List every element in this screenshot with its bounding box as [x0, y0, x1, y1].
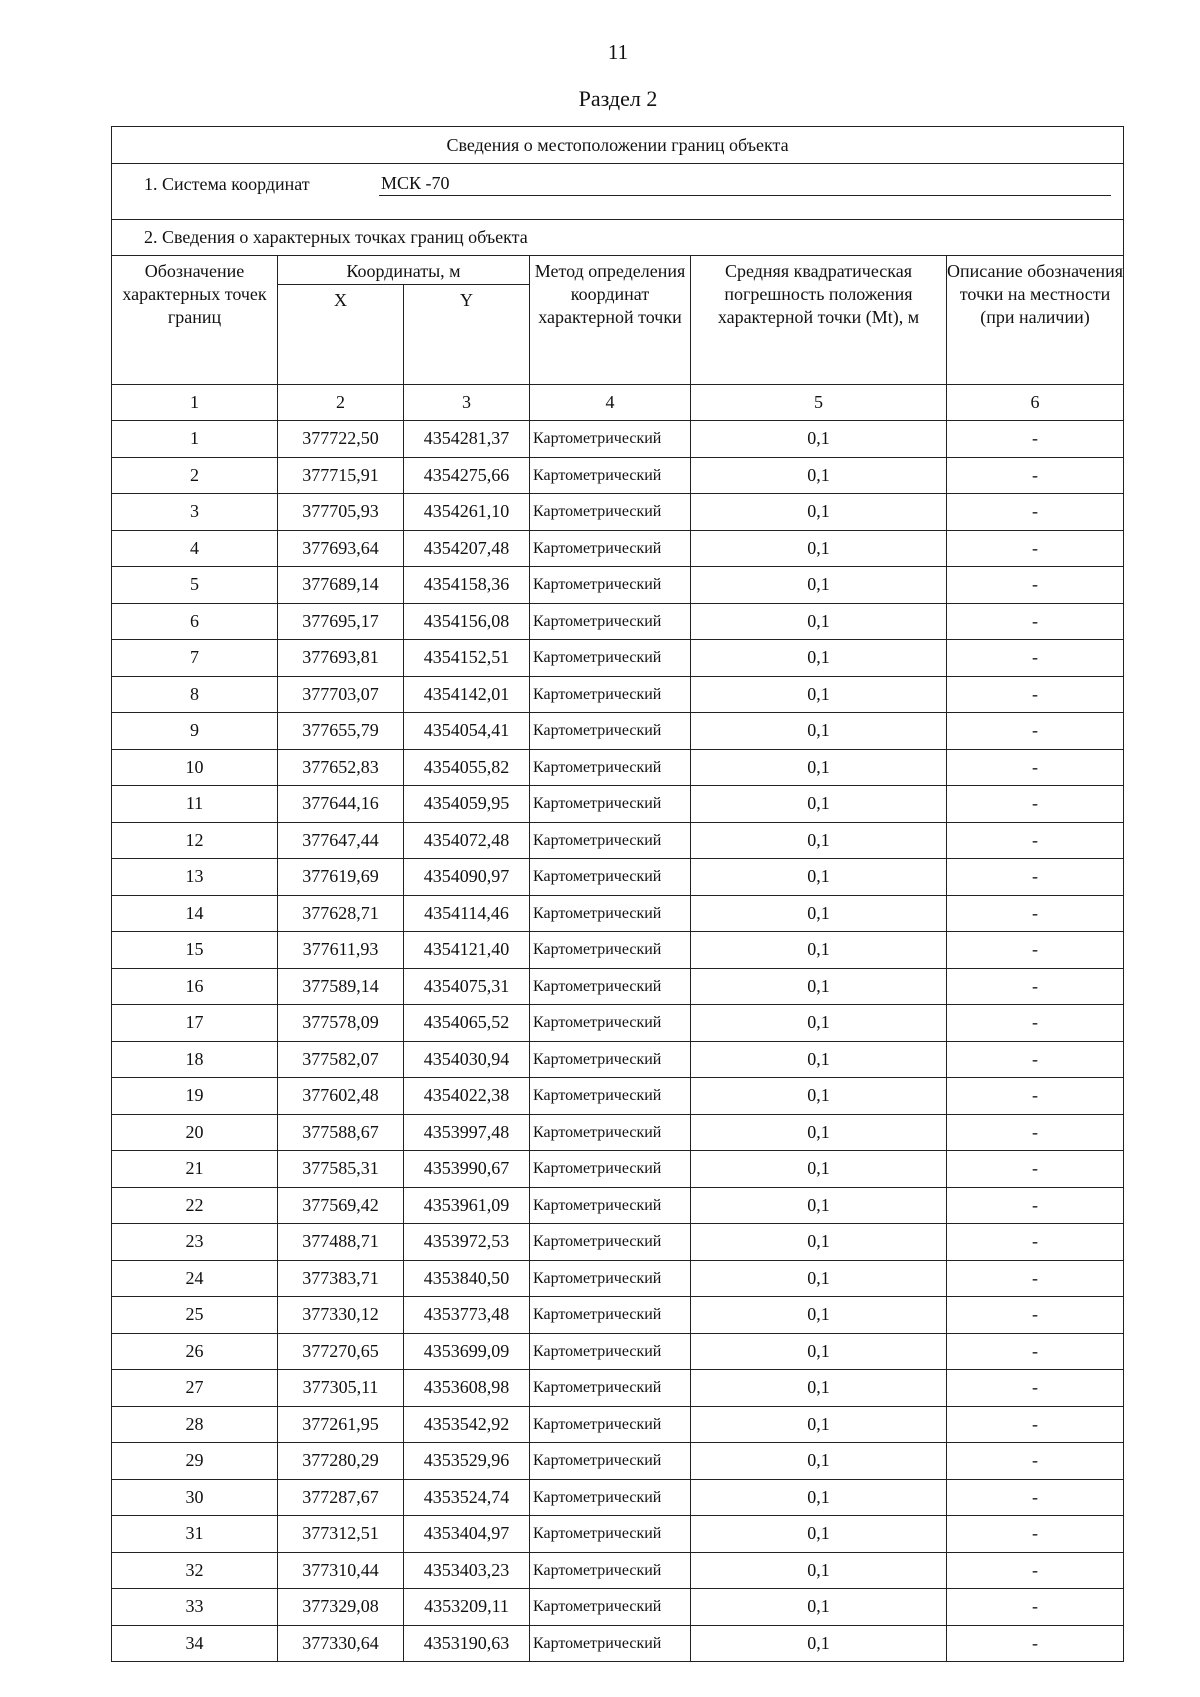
error-cell: 0,1 [691, 1333, 947, 1370]
point-id-cell: 34 [112, 1625, 278, 1662]
point-id-cell: 2 [112, 457, 278, 494]
table-row [112, 1005, 1124, 1042]
table-row [112, 713, 1124, 750]
y-coordinate-cell: 4353608,98 [404, 1370, 530, 1407]
x-coordinate-cell: 377602,48 [278, 1078, 404, 1115]
point-id-cell: 31 [112, 1516, 278, 1553]
description-cell: - [947, 822, 1124, 859]
method-cell: Картометрический [530, 1333, 691, 1370]
error-cell: 0,1 [691, 932, 947, 969]
error-cell: 0,1 [691, 968, 947, 1005]
error-cell: 0,1 [691, 1224, 947, 1261]
description-cell: - [947, 1552, 1124, 1589]
column-number: 4 [530, 385, 691, 421]
error-cell: 0,1 [691, 1151, 947, 1188]
error-cell: 0,1 [691, 1078, 947, 1115]
description-cell: - [947, 1224, 1124, 1261]
point-id-cell: 27 [112, 1370, 278, 1407]
section-title: Раздел 2 [578, 86, 658, 111]
error-cell: 0,1 [691, 603, 947, 640]
method-cell: Картометрический [530, 822, 691, 859]
column-number: 2 [278, 385, 404, 421]
method-cell: Картометрический [530, 676, 691, 713]
error-cell: 0,1 [691, 1406, 947, 1443]
table-row [112, 676, 1124, 713]
y-coordinate-cell: 4354156,08 [404, 603, 530, 640]
point-id-cell: 19 [112, 1078, 278, 1115]
point-id-cell: 18 [112, 1041, 278, 1078]
error-cell: 0,1 [691, 640, 947, 677]
y-coordinate-cell: 4354022,38 [404, 1078, 530, 1115]
point-id-cell: 23 [112, 1224, 278, 1261]
description-cell: - [947, 1370, 1124, 1407]
y-coordinate-cell: 4353961,09 [404, 1187, 530, 1224]
y-coordinate-cell: 4354090,97 [404, 859, 530, 896]
header-point-id: Обозначение характерных точек границ [112, 256, 278, 385]
y-coordinate-cell: 4353542,92 [404, 1406, 530, 1443]
x-coordinate-cell: 377655,79 [278, 713, 404, 750]
x-coordinate-cell: 377569,42 [278, 1187, 404, 1224]
point-id-cell: 14 [112, 895, 278, 932]
x-coordinate-cell: 377644,16 [278, 786, 404, 823]
description-cell: - [947, 1479, 1124, 1516]
error-cell: 0,1 [691, 713, 947, 750]
method-cell: Картометрический [530, 1078, 691, 1115]
x-coordinate-cell: 377312,51 [278, 1516, 404, 1553]
y-coordinate-cell: 4354055,82 [404, 749, 530, 786]
description-cell: - [947, 1443, 1124, 1480]
y-coordinate-cell: 4353840,50 [404, 1260, 530, 1297]
y-coordinate-cell: 4354281,37 [404, 421, 530, 458]
table-row [112, 1479, 1124, 1516]
method-cell: Картометрический [530, 1589, 691, 1626]
x-coordinate-cell: 377693,81 [278, 640, 404, 677]
y-coordinate-cell: 4353403,23 [404, 1552, 530, 1589]
method-cell: Картометрический [530, 1297, 691, 1334]
table-row [112, 1516, 1124, 1553]
x-coordinate-cell: 377589,14 [278, 968, 404, 1005]
table-row [112, 749, 1124, 786]
table-row [112, 603, 1124, 640]
description-cell: - [947, 859, 1124, 896]
error-cell: 0,1 [691, 859, 947, 896]
x-coordinate-cell: 377652,83 [278, 749, 404, 786]
point-id-cell: 29 [112, 1443, 278, 1480]
coordinate-system-value: МСК -70 [379, 172, 1111, 196]
method-cell: Картометрический [530, 530, 691, 567]
description-cell: - [947, 1041, 1124, 1078]
method-cell: Картометрический [530, 494, 691, 531]
point-id-cell: 5 [112, 567, 278, 604]
description-cell: - [947, 786, 1124, 823]
error-cell: 0,1 [691, 786, 947, 823]
x-coordinate-cell: 377689,14 [278, 567, 404, 604]
error-cell: 0,1 [691, 1297, 947, 1334]
x-coordinate-cell: 377611,93 [278, 932, 404, 969]
table-row [112, 494, 1124, 531]
method-cell: Картометрический [530, 1224, 691, 1261]
method-cell: Картометрический [530, 1005, 691, 1042]
y-coordinate-cell: 4353997,48 [404, 1114, 530, 1151]
method-cell: Картометрический [530, 1443, 691, 1480]
method-cell: Картометрический [530, 968, 691, 1005]
description-cell: - [947, 1005, 1124, 1042]
point-id-cell: 16 [112, 968, 278, 1005]
method-cell: Картометрический [530, 603, 691, 640]
x-coordinate-cell: 377270,65 [278, 1333, 404, 1370]
table-row [112, 1443, 1124, 1480]
method-cell: Картометрический [530, 1114, 691, 1151]
method-cell: Картометрический [530, 1479, 691, 1516]
y-coordinate-cell: 4353529,96 [404, 1443, 530, 1480]
table-row [112, 1224, 1124, 1261]
description-cell: - [947, 1078, 1124, 1115]
description-cell: - [947, 1114, 1124, 1151]
error-cell: 0,1 [691, 1443, 947, 1480]
point-id-cell: 15 [112, 932, 278, 969]
method-cell: Картометрический [530, 1151, 691, 1188]
y-coordinate-cell: 4354158,36 [404, 567, 530, 604]
table-row [112, 530, 1124, 567]
y-coordinate-cell: 4354075,31 [404, 968, 530, 1005]
y-coordinate-cell: 4354261,10 [404, 494, 530, 531]
method-cell: Картометрический [530, 713, 691, 750]
error-cell: 0,1 [691, 1516, 947, 1553]
description-cell: - [947, 1151, 1124, 1188]
table-row [112, 932, 1124, 969]
x-coordinate-cell: 377693,64 [278, 530, 404, 567]
error-cell: 0,1 [691, 1260, 947, 1297]
header-error: Средняя квадратическая погрешность положения характерной точки (Mt), м [691, 256, 947, 385]
header-coordinates: Координаты, м [278, 256, 530, 285]
description-cell: - [947, 421, 1124, 458]
error-cell: 0,1 [691, 1005, 947, 1042]
table-row [112, 1041, 1124, 1078]
table-row [112, 1552, 1124, 1589]
description-cell: - [947, 1406, 1124, 1443]
x-coordinate-cell: 377280,29 [278, 1443, 404, 1480]
description-cell: - [947, 1187, 1124, 1224]
table-row [112, 421, 1124, 458]
coordinate-system-label: 1. Система координат [144, 174, 310, 194]
point-id-cell: 30 [112, 1479, 278, 1516]
method-cell: Картометрический [530, 1041, 691, 1078]
method-cell: Картометрический [530, 1370, 691, 1407]
point-id-cell: 25 [112, 1297, 278, 1334]
error-cell: 0,1 [691, 457, 947, 494]
method-cell: Картометрический [530, 932, 691, 969]
error-cell: 0,1 [691, 1370, 947, 1407]
coordinate-system-row [112, 164, 1124, 220]
description-cell: - [947, 1516, 1124, 1553]
error-cell: 0,1 [691, 494, 947, 531]
x-coordinate-cell: 377578,09 [278, 1005, 404, 1042]
error-cell: 0,1 [691, 1625, 947, 1662]
x-coordinate-cell: 377703,07 [278, 676, 404, 713]
table-row [112, 640, 1124, 677]
x-coordinate-cell: 377261,95 [278, 1406, 404, 1443]
table-row [112, 786, 1124, 823]
method-cell: Картометрический [530, 859, 691, 896]
table-row [112, 1297, 1124, 1334]
point-id-cell: 6 [112, 603, 278, 640]
error-cell: 0,1 [691, 749, 947, 786]
x-coordinate-cell: 377722,50 [278, 421, 404, 458]
description-cell: - [947, 1589, 1124, 1626]
point-id-cell: 7 [112, 640, 278, 677]
page-number: 11 [607, 40, 629, 64]
column-number: 5 [691, 385, 947, 421]
boundary-points-table [111, 126, 1124, 1662]
method-cell: Картометрический [530, 421, 691, 458]
point-id-cell: 9 [112, 713, 278, 750]
x-coordinate-cell: 377588,67 [278, 1114, 404, 1151]
y-coordinate-cell: 4353209,11 [404, 1589, 530, 1626]
y-coordinate-cell: 4354059,95 [404, 786, 530, 823]
description-cell: - [947, 932, 1124, 969]
error-cell: 0,1 [691, 1187, 947, 1224]
point-id-cell: 32 [112, 1552, 278, 1589]
description-cell: - [947, 1625, 1124, 1662]
table-row [112, 1333, 1124, 1370]
table-row [112, 457, 1124, 494]
method-cell: Картометрический [530, 786, 691, 823]
x-coordinate-cell: 377305,11 [278, 1370, 404, 1407]
y-coordinate-cell: 4353699,09 [404, 1333, 530, 1370]
method-cell: Картометрический [530, 1260, 691, 1297]
description-cell: - [947, 968, 1124, 1005]
point-id-cell: 21 [112, 1151, 278, 1188]
table-row [112, 1260, 1124, 1297]
x-coordinate-cell: 377383,71 [278, 1260, 404, 1297]
y-coordinate-cell: 4354152,51 [404, 640, 530, 677]
x-coordinate-cell: 377582,07 [278, 1041, 404, 1078]
y-coordinate-cell: 4353972,53 [404, 1224, 530, 1261]
method-cell: Картометрический [530, 1552, 691, 1589]
table-row [112, 1406, 1124, 1443]
description-cell: - [947, 530, 1124, 567]
error-cell: 0,1 [691, 676, 947, 713]
method-cell: Картометрический [530, 749, 691, 786]
y-coordinate-cell: 4354072,48 [404, 822, 530, 859]
x-coordinate-cell: 377705,93 [278, 494, 404, 531]
method-cell: Картометрический [530, 1516, 691, 1553]
method-cell: Картометрический [530, 640, 691, 677]
error-cell: 0,1 [691, 1041, 947, 1078]
point-id-cell: 8 [112, 676, 278, 713]
description-cell: - [947, 895, 1124, 932]
description-cell: - [947, 457, 1124, 494]
point-id-cell: 13 [112, 859, 278, 896]
header-description: Описание обозначения точки на местности (при наличии) [947, 256, 1124, 385]
header-y: Y [404, 284, 530, 384]
table-row [112, 822, 1124, 859]
error-cell: 0,1 [691, 822, 947, 859]
description-cell: - [947, 1333, 1124, 1370]
x-coordinate-cell: 377330,12 [278, 1297, 404, 1334]
y-coordinate-cell: 4354121,40 [404, 932, 530, 969]
point-id-cell: 17 [112, 1005, 278, 1042]
y-coordinate-cell: 4354065,52 [404, 1005, 530, 1042]
description-cell: - [947, 676, 1124, 713]
header-method: Метод определения координат характерной точки [530, 256, 691, 385]
column-number: 1 [112, 385, 278, 421]
y-coordinate-cell: 4353524,74 [404, 1479, 530, 1516]
x-coordinate-cell: 377330,64 [278, 1625, 404, 1662]
method-cell: Картометрический [530, 895, 691, 932]
error-cell: 0,1 [691, 1589, 947, 1626]
x-coordinate-cell: 377695,17 [278, 603, 404, 640]
table-row [112, 1625, 1124, 1662]
x-coordinate-cell: 377488,71 [278, 1224, 404, 1261]
error-cell: 0,1 [691, 1114, 947, 1151]
point-id-cell: 11 [112, 786, 278, 823]
description-cell: - [947, 1297, 1124, 1334]
method-cell: Картометрический [530, 1406, 691, 1443]
method-cell: Картометрический [530, 1625, 691, 1662]
description-cell: - [947, 1260, 1124, 1297]
table-row [112, 1589, 1124, 1626]
error-cell: 0,1 [691, 421, 947, 458]
column-number: 3 [404, 385, 530, 421]
error-cell: 0,1 [691, 530, 947, 567]
point-id-cell: 22 [112, 1187, 278, 1224]
column-number: 6 [947, 385, 1124, 421]
y-coordinate-cell: 4354054,41 [404, 713, 530, 750]
table-row [112, 968, 1124, 1005]
table-row [112, 895, 1124, 932]
x-coordinate-cell: 377628,71 [278, 895, 404, 932]
y-coordinate-cell: 4354030,94 [404, 1041, 530, 1078]
error-cell: 0,1 [691, 567, 947, 604]
table-row [112, 1151, 1124, 1188]
y-coordinate-cell: 4354142,01 [404, 676, 530, 713]
x-coordinate-cell: 377619,69 [278, 859, 404, 896]
table-row [112, 859, 1124, 896]
y-coordinate-cell: 4353190,63 [404, 1625, 530, 1662]
description-cell: - [947, 749, 1124, 786]
point-id-cell: 3 [112, 494, 278, 531]
x-coordinate-cell: 377647,44 [278, 822, 404, 859]
table-title: Сведения о местоположении границ объекта [112, 127, 1124, 164]
x-coordinate-cell: 377310,44 [278, 1552, 404, 1589]
point-id-cell: 12 [112, 822, 278, 859]
y-coordinate-cell: 4353773,48 [404, 1297, 530, 1334]
points-section-title: 2. Сведения о характерных точках границ объекта [112, 220, 1124, 256]
point-id-cell: 10 [112, 749, 278, 786]
y-coordinate-cell: 4354207,48 [404, 530, 530, 567]
error-cell: 0,1 [691, 895, 947, 932]
x-coordinate-cell: 377585,31 [278, 1151, 404, 1188]
table-row [112, 567, 1124, 604]
column-number-row [112, 385, 1124, 421]
error-cell: 0,1 [691, 1479, 947, 1516]
y-coordinate-cell: 4354275,66 [404, 457, 530, 494]
table-row [112, 1370, 1124, 1407]
point-id-cell: 33 [112, 1589, 278, 1626]
table-row [112, 1114, 1124, 1151]
description-cell: - [947, 713, 1124, 750]
table-row [112, 1187, 1124, 1224]
error-cell: 0,1 [691, 1552, 947, 1589]
point-id-cell: 4 [112, 530, 278, 567]
method-cell: Картометрический [530, 567, 691, 604]
point-id-cell: 28 [112, 1406, 278, 1443]
description-cell: - [947, 494, 1124, 531]
x-coordinate-cell: 377329,08 [278, 1589, 404, 1626]
method-cell: Картометрический [530, 1187, 691, 1224]
y-coordinate-cell: 4354114,46 [404, 895, 530, 932]
description-cell: - [947, 567, 1124, 604]
method-cell: Картометрический [530, 457, 691, 494]
table-row [112, 1078, 1124, 1115]
y-coordinate-cell: 4353404,97 [404, 1516, 530, 1553]
point-id-cell: 26 [112, 1333, 278, 1370]
x-coordinate-cell: 377287,67 [278, 1479, 404, 1516]
description-cell: - [947, 640, 1124, 677]
point-id-cell: 20 [112, 1114, 278, 1151]
x-coordinate-cell: 377715,91 [278, 457, 404, 494]
description-cell: - [947, 603, 1124, 640]
y-coordinate-cell: 4353990,67 [404, 1151, 530, 1188]
point-id-cell: 1 [112, 421, 278, 458]
point-id-cell: 24 [112, 1260, 278, 1297]
header-x: X [278, 284, 404, 384]
